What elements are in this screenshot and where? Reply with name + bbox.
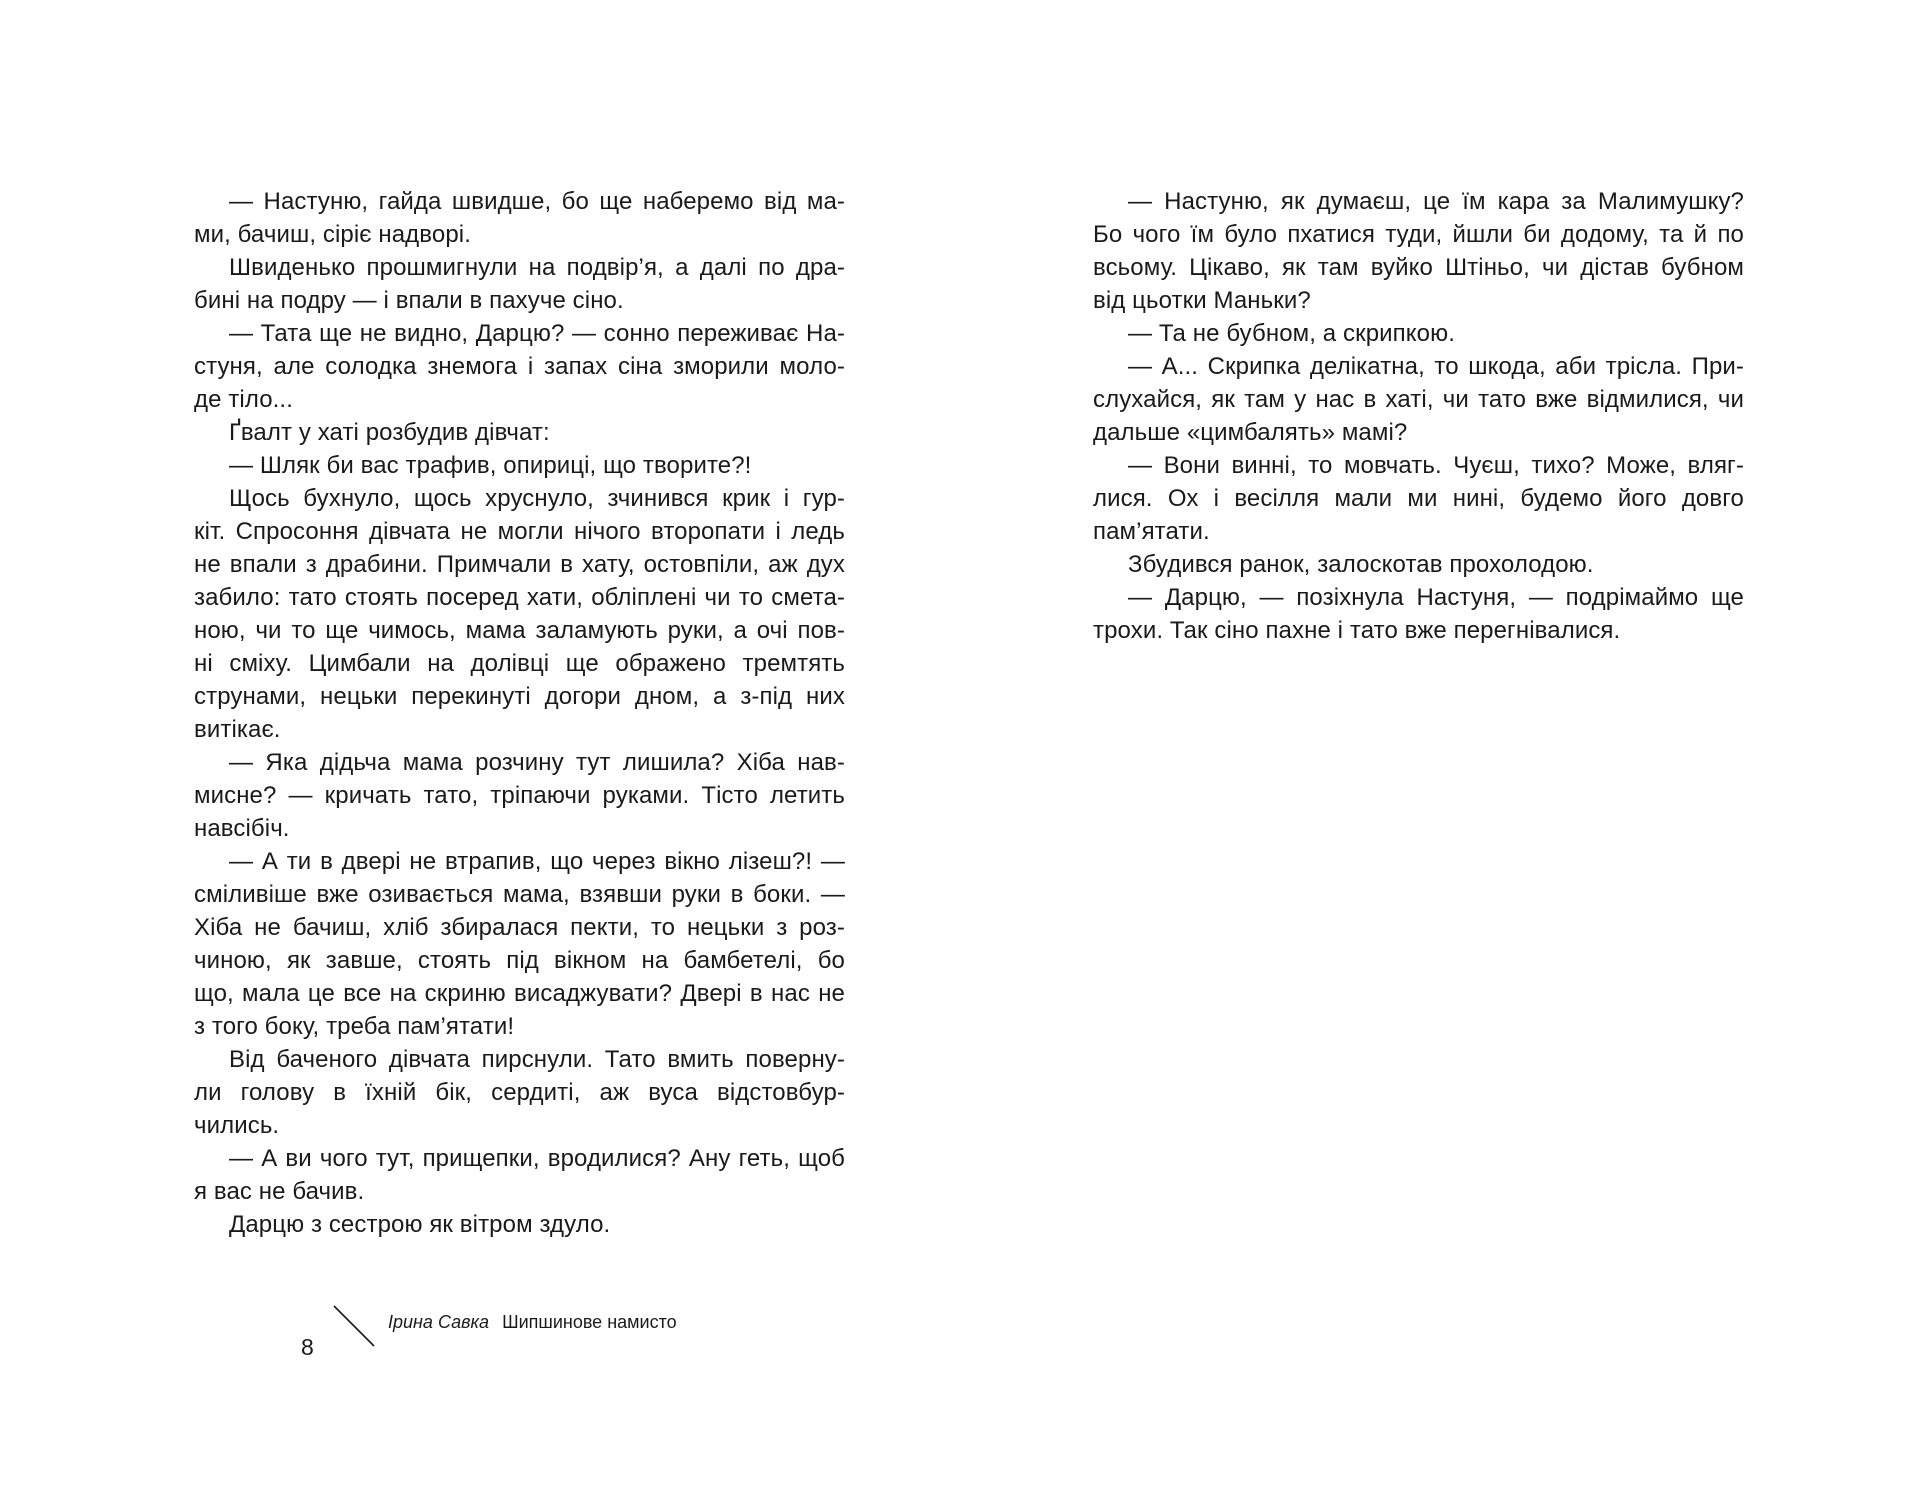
text-line: Щось бухнуло, щось хруснуло, зчинився крик і гур-: [229, 485, 845, 512]
text-line: — Шляк би вас трафив, опириці, що творите?!: [229, 452, 752, 479]
text-line: чиною, як завше, стоять під вікном на бамбетелі, бо: [194, 947, 845, 974]
text-line: Збудився ранок, залоскотав прохолодою.: [1128, 551, 1594, 578]
text-line: Ґвалт у хаті розбудив дівчат:: [229, 419, 550, 446]
text-line: навсібіч.: [194, 815, 290, 842]
page-number: 8: [301, 1334, 314, 1360]
running-head-book-title: Шипшинове намисто: [502, 1312, 677, 1332]
text-line: що, мала це все на скриню висаджувати? Двері в нас не: [194, 980, 845, 1007]
text-line: кіт. Спросоння дівчата не могли нічого второпати і ледь: [194, 518, 845, 545]
text-line: — Яка дідьча мама розчину тут лишила? Хіба нав-: [229, 749, 845, 776]
running-head-author: Ірина Савка: [388, 1312, 490, 1332]
text-line: з того боку, треба пам’ятати!: [194, 1013, 515, 1040]
text-line: слухайся, як там у нас в хаті, чи тато вже відмилися, чи: [1093, 386, 1744, 413]
text-line: Швиденько прошмигнули на подвір’я, а далі по дра-: [229, 254, 845, 281]
text-line: бині на подру — і впали в пахуче сіно.: [194, 287, 624, 314]
text-line: Хіба не бачиш, хліб збиралася пекти, то нецьки з роз-: [194, 914, 845, 941]
text-line: чились.: [194, 1112, 280, 1139]
text-line: лися. Ох і весілля мали ми нині, будемо його довго: [1093, 485, 1744, 512]
left-text-column: [194, 185, 845, 1241]
text-line: — Тата ще не видно, Дарцю? — сонно переживає На-: [229, 320, 845, 347]
text-line: стуня, але солодка знемога і запах сіна зморили моло-: [194, 353, 845, 380]
text-line: — Вони винні, то мовчать. Чуєш, тихо? Може, вляг-: [1128, 452, 1744, 479]
running-head: [388, 1312, 677, 1333]
text-line: — А... Скрипка делікатна, то шкода, аби трісла. При-: [1128, 353, 1744, 380]
text-line: ли голову в їхній бік, сердиті, аж вуса відстовбур-: [194, 1079, 845, 1106]
text-line: від цьотки Маньки?: [1093, 287, 1311, 314]
text-line: Від баченого дівчата пирснули. Тато вмить поверну-: [229, 1046, 845, 1073]
text-line: витікає.: [194, 716, 281, 743]
footer-divider-slash: [332, 1304, 376, 1348]
text-line: ми, бачиш, сіріє надворі.: [194, 221, 471, 248]
text-line: — Та не бубном, а скрипкою.: [1128, 320, 1455, 347]
text-line: забило: тато стоять посеред хати, обліплені чи то смета-: [194, 584, 845, 611]
text-line: ні сміху. Цимбали на долівці ще ображено тремтять: [194, 650, 845, 677]
text-line: дальше «цимбалять» мамі?: [1093, 419, 1408, 446]
text-line: не впали з драбини. Примчали в хату, остовпіли, аж дух: [194, 551, 845, 578]
text-line: мисне? — кричать тато, тріпаючи руками. Тісто летить: [194, 782, 845, 809]
text-line: пам’ятати.: [1093, 518, 1210, 545]
text-line: — Настуню, як думаєш, це їм кара за Малимушку?: [1128, 188, 1744, 215]
text-line: ною, чи то ще чимось, мама заламують руки, а очі пов-: [194, 617, 845, 644]
text-line: всьому. Цікаво, як там вуйко Штіньо, чи дістав бубном: [1093, 254, 1744, 281]
text-line: Дарцю з сестрою як вітром здуло.: [229, 1211, 611, 1238]
text-line: Бо чого їм було пхатися туди, йшли би додому, та й по: [1093, 221, 1744, 248]
text-line: — А ви чого тут, прищепки, вродилися? Ану геть, щоб: [229, 1145, 845, 1172]
text-line: — Дарцю, — позіхнула Настуня, — подрімаймо ще: [1128, 584, 1744, 611]
right-text-column: [1093, 185, 1744, 647]
text-line: де тіло...: [194, 386, 293, 413]
text-line: струнами, нецьки перекинуті догори дном, а з-під них: [194, 683, 845, 710]
text-line: — А ти в двері не втрапив, що через вікно лізеш?! —: [229, 848, 845, 875]
text-line: — Настуню, гайда швидше, бо ще наберемо від ма-: [229, 188, 845, 215]
text-line: трохи. Так сіно пахне і тато вже перегнівалися.: [1093, 617, 1621, 644]
text-line: сміливіше вже озивається мама, взявши руки в боки. —: [194, 881, 845, 908]
text-line: я вас не бачив.: [194, 1178, 365, 1205]
